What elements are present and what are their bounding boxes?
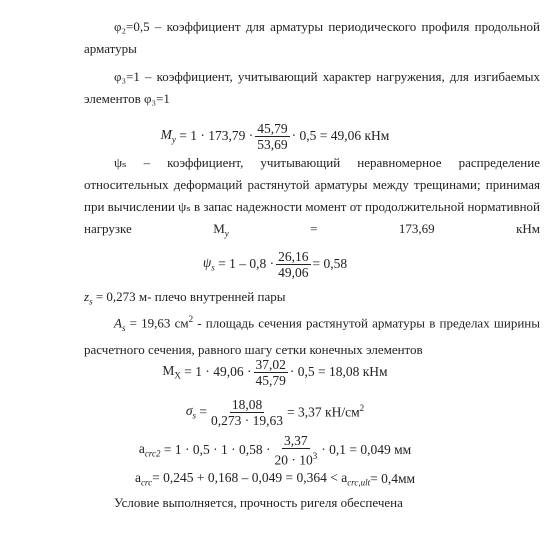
paragraph-phi2: φ₂=0,5 – коэффициент для арматуры периодического профиля продольной арматуры (84, 19, 540, 56)
equation-psi (0, 244, 550, 284)
paragraph-as: $A_s = 19,63$ $см^2$ - площадь сечения растянутой арматуры в пределах ширины расчетного сечения, равного шагу сетки конечных элементов (84, 314, 541, 357)
eq-fraction: $\frac{26,16}{49,06}$ (278, 248, 309, 280)
eq-lhs: $a_{crc2}$ (138, 441, 161, 459)
eq-fraction: $\frac{37,02}{45,79}$ (255, 356, 286, 388)
eq-pre: = 1 · 49,06 · (184, 364, 252, 379)
line-zs: $z_s = 0,273$ м- плечо внутренней пары (84, 289, 286, 307)
eq-pre: = 1 · 173,79 · (179, 128, 254, 143)
eq-lhs: $M_X$ (162, 363, 181, 381)
equation-mx (0, 352, 550, 392)
eq-post: = 0,4мм (370, 471, 416, 486)
eq-post: = 3,37 $кН/см^2$ (287, 403, 365, 420)
eq-post: · 0,1 = 0,049 мм (321, 442, 412, 457)
conclusion-text: Условие выполняется, прочность ригеля обеспечена (114, 495, 403, 510)
eq-lhs: $M_y$ (160, 127, 176, 145)
eq-pre: = 1 – 0,8 · (218, 256, 275, 271)
equation-sigma (0, 392, 550, 432)
eq-lhs: $a_{crc}$ (134, 470, 153, 488)
equation-my (0, 116, 550, 156)
eq-pre: = 1 · 0,5 · 1 · 0,58 · (163, 442, 271, 457)
eq-lhs: $\sigma_s$ (185, 403, 197, 421)
eq-post: · 0,5 = 49,06 кНм (291, 128, 390, 143)
eq-mid: = $0,245 + 0,168 - 0,049 = 0,364 < a_{crc,ult}$ (152, 470, 371, 488)
eq-post: · 0,5 = 18,08 кНм (289, 364, 388, 379)
paragraph-psi: ψₛ – коэффициент, учитывающий неравномерное распределение относительных деформаций растянутой арматуры между трещинами; принимая при вычислении ψₛ в запас надежности момент от продолжительной нормативной нагрузке $M_y = 173,69$ кНм (84, 155, 540, 239)
eq-pre: = (199, 404, 208, 419)
equation-acrc (0, 466, 550, 492)
eq-post: = 0,58 (312, 256, 348, 271)
eq-fraction: $\frac{45,79}{53,69}$ (257, 120, 288, 152)
paragraph-phi3: φ₃=1 – коэффициент, учитывающий характер нагружения, для изгибаемых элементов φ₃=1 (84, 69, 540, 106)
eq-fraction: $\frac{3,37}{20 \cdot 10^3}$ (274, 432, 318, 468)
eq-lhs: $\psi_s$ (202, 255, 215, 273)
equation-acrc2 (0, 430, 550, 470)
eq-fraction: $\frac{18,08}{0,273 \cdot 19,63}$ (211, 396, 284, 428)
